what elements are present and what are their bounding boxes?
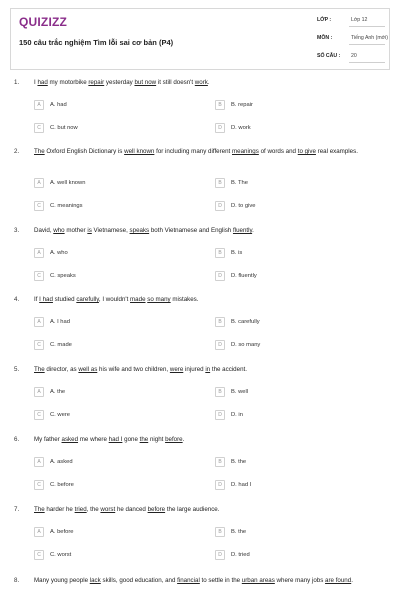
underlined-segment: well known — [124, 148, 155, 155]
underlined-segment: urban areas — [241, 577, 275, 584]
answer-option-a[interactable] — [34, 248, 204, 259]
meta-divider — [349, 62, 385, 63]
option-label: B. carefully — [231, 319, 260, 325]
question-text — [34, 296, 374, 304]
meta-divider — [349, 44, 385, 45]
text-segment: If — [34, 296, 40, 303]
option-checkbox[interactable]: A — [34, 457, 44, 467]
answer-option-b[interactable] — [215, 178, 385, 189]
question-number: 5. — [14, 366, 20, 373]
option-label: C. meanings — [50, 203, 83, 209]
text-segment: the accident. — [210, 366, 247, 373]
text-segment: me where — [78, 436, 109, 443]
answer-option-b[interactable] — [215, 100, 385, 111]
worksheet-meta — [307, 9, 391, 69]
option-checkbox[interactable]: C — [34, 123, 44, 133]
option-label: B. repair — [231, 102, 253, 108]
option-label: D. work — [231, 125, 251, 131]
option-label: A. I had — [50, 319, 70, 325]
answer-option-b[interactable] — [215, 527, 385, 538]
meta-subject-value: Tiếng Anh (mới) — [351, 35, 388, 41]
answer-option-c[interactable] — [34, 201, 204, 212]
answer-option-d[interactable] — [215, 550, 385, 561]
underlined-segment: I had — [39, 296, 53, 303]
answer-option-a[interactable] — [34, 527, 204, 538]
answer-option-a[interactable] — [34, 457, 204, 468]
question-text — [34, 366, 374, 374]
underlined-segment: The — [34, 506, 45, 513]
meta-count-value: 20 — [351, 53, 357, 59]
option-label: D. so many — [231, 342, 261, 348]
option-checkbox[interactable]: A — [34, 317, 44, 327]
underlined-segment: who — [53, 227, 65, 234]
question-text — [34, 227, 374, 235]
option-checkbox[interactable]: B — [215, 527, 225, 537]
option-checkbox[interactable]: D — [215, 480, 225, 490]
underlined-segment: had — [37, 79, 48, 86]
text-segment: gone — [122, 436, 140, 443]
option-checkbox[interactable]: C — [34, 550, 44, 560]
underlined-segment: made — [130, 296, 146, 303]
underlined-segment: The — [34, 366, 45, 373]
text-segment: . — [252, 227, 254, 234]
text-segment: Vietnamese, — [91, 227, 130, 234]
option-label: A. had — [50, 102, 67, 108]
meta-subject-label: MÔN : — [317, 35, 333, 41]
underlined-segment: asked — [61, 436, 79, 443]
underlined-segment: before — [165, 436, 183, 443]
text-segment: it still doesn't — [156, 79, 195, 86]
text-segment: director, as — [44, 366, 79, 373]
answer-option-c[interactable] — [34, 550, 204, 561]
text-segment: of words and — [258, 148, 298, 155]
question-number: 2. — [14, 148, 20, 155]
underlined-segment: well as — [78, 366, 98, 373]
underlined-segment: but now — [134, 79, 157, 86]
answer-option-c[interactable] — [34, 340, 204, 351]
question-number: 1. — [14, 79, 20, 86]
underlined-segment: so many — [147, 296, 171, 303]
question-number: 7. — [14, 506, 20, 513]
option-label: B. The — [231, 180, 248, 186]
option-checkbox[interactable]: B — [215, 100, 225, 110]
worksheet-header — [10, 8, 390, 70]
meta-divider — [349, 26, 385, 27]
answer-option-d[interactable] — [215, 123, 385, 134]
answer-option-d[interactable] — [215, 480, 385, 491]
text-segment: , the — [86, 506, 101, 513]
text-segment: mistakes. — [170, 296, 199, 303]
text-segment: my motorbike — [47, 79, 89, 86]
option-checkbox[interactable]: A — [34, 100, 44, 110]
option-label: A. who — [50, 250, 68, 256]
question-text — [34, 79, 374, 87]
option-label: B. is — [231, 250, 243, 256]
text-segment: I — [34, 79, 38, 86]
text-segment: David, — [34, 227, 54, 234]
answer-option-c[interactable] — [34, 123, 204, 134]
option-checkbox[interactable]: C — [34, 271, 44, 281]
underlined-segment: worst — [100, 506, 116, 513]
option-checkbox[interactable]: D — [215, 271, 225, 281]
answer-option-a[interactable] — [34, 178, 204, 189]
question-text — [34, 577, 374, 585]
question-number: 6. — [14, 436, 20, 443]
answer-option-b[interactable] — [215, 317, 385, 328]
option-checkbox[interactable]: B — [215, 387, 225, 397]
option-checkbox[interactable]: A — [34, 178, 44, 188]
text-segment: real examples. — [315, 148, 358, 155]
option-checkbox[interactable]: D — [215, 123, 225, 133]
option-checkbox[interactable]: D — [215, 201, 225, 211]
text-segment: the large audience. — [165, 506, 220, 513]
underlined-segment: fluently — [232, 227, 253, 234]
text-segment: to settle in the — [199, 577, 242, 584]
underlined-segment: had I — [108, 436, 123, 443]
text-segment: . — [351, 577, 353, 584]
option-checkbox[interactable]: A — [34, 527, 44, 537]
text-segment: . — [207, 79, 210, 86]
meta-class-label: LỚP : — [317, 17, 332, 23]
option-checkbox[interactable]: D — [215, 410, 225, 420]
answer-option-d[interactable] — [215, 201, 385, 212]
option-label: D. tried — [231, 552, 250, 558]
text-segment: . — [182, 436, 185, 443]
option-checkbox[interactable]: D — [215, 550, 225, 560]
text-segment: injured — [183, 366, 206, 373]
text-segment: he danced — [115, 506, 148, 513]
option-label: A. asked — [50, 459, 73, 465]
underlined-segment: lack — [89, 577, 101, 584]
text-segment: mother — [64, 227, 88, 234]
answer-option-b[interactable] — [215, 387, 385, 398]
option-label: B. the — [231, 459, 247, 465]
underlined-segment: the — [139, 436, 149, 443]
answer-option-a[interactable] — [34, 387, 204, 398]
answer-option-a[interactable] — [34, 100, 204, 111]
option-checkbox[interactable]: C — [34, 480, 44, 490]
answer-option-d[interactable] — [215, 410, 385, 421]
option-label: C. speaks — [50, 273, 76, 279]
question-text — [34, 506, 374, 514]
option-label: A. well known — [50, 180, 86, 186]
option-checkbox[interactable]: B — [215, 317, 225, 327]
option-label: D. in — [231, 412, 243, 418]
text-segment: Oxford English Dictionary is — [44, 148, 125, 155]
underlined-segment: are found — [325, 577, 352, 584]
underlined-segment: is — [87, 227, 92, 234]
answer-option-c[interactable] — [34, 271, 204, 282]
option-label: D. to give — [231, 203, 256, 209]
text-segment: , I wouldn't — [98, 296, 131, 303]
underlined-segment: meanings — [232, 148, 259, 155]
underlined-segment: carefully — [76, 296, 99, 303]
text-segment: studied — [52, 296, 77, 303]
option-label: D. fluently — [231, 273, 257, 279]
underlined-segment: work — [194, 79, 208, 86]
meta-count-label: SỐ CÂU : — [317, 53, 341, 59]
meta-class — [307, 11, 391, 29]
text-segment: both Vietnamese and English — [149, 227, 233, 234]
underlined-segment: to give — [297, 148, 316, 155]
underlined-segment: repair — [88, 79, 105, 86]
option-label: A. the — [50, 389, 66, 395]
option-checkbox[interactable]: D — [215, 340, 225, 350]
option-label: C. but now — [50, 125, 78, 131]
text-segment: harder he — [44, 506, 75, 513]
text-segment: night — [148, 436, 166, 443]
question-number: 8. — [14, 577, 20, 584]
text-segment: where many jobs — [274, 577, 326, 584]
underlined-segment: in — [205, 366, 211, 373]
answer-option-b[interactable] — [215, 457, 385, 468]
underlined-segment: before — [147, 506, 166, 513]
underlined-segment: speaks — [129, 227, 150, 234]
answer-option-d[interactable] — [215, 340, 385, 351]
answer-option-c[interactable] — [34, 410, 204, 421]
option-checkbox[interactable]: C — [34, 340, 44, 350]
option-checkbox[interactable]: B — [215, 248, 225, 258]
option-label: C. were — [50, 412, 70, 418]
option-label: C. made — [50, 342, 72, 348]
worksheet-title: 150 câu trắc nghiệm Tìm lỗi sai cơ bản (P4) — [19, 38, 174, 47]
text-segment: skills, good education, and — [100, 577, 178, 584]
option-checkbox[interactable]: C — [34, 410, 44, 420]
answer-option-c[interactable] — [34, 480, 204, 491]
meta-subject — [307, 29, 391, 47]
text-segment: Many young people — [34, 577, 90, 584]
option-checkbox[interactable]: B — [215, 457, 225, 467]
option-checkbox[interactable]: C — [34, 201, 44, 211]
option-label: D. had I — [231, 482, 252, 488]
meta-count — [307, 47, 391, 65]
option-label: A. before — [50, 529, 74, 535]
option-label: B. well — [231, 389, 249, 395]
underlined-segment: tried — [74, 506, 87, 513]
option-label: B. the — [231, 529, 247, 535]
underlined-segment: were — [169, 366, 184, 373]
answer-option-a[interactable] — [34, 317, 204, 328]
underlined-segment: The — [34, 148, 45, 155]
meta-class-value: Lớp 12 — [351, 17, 368, 23]
question-number: 4. — [14, 296, 20, 303]
text-segment: for including many different — [154, 148, 232, 155]
option-label: C. before — [50, 482, 74, 488]
option-checkbox[interactable]: B — [215, 178, 225, 188]
text-segment: My father — [34, 436, 62, 443]
option-checkbox[interactable]: A — [34, 387, 44, 397]
question-number: 3. — [14, 227, 20, 234]
question-text — [34, 436, 374, 444]
quizizz-logo: QUIZIZZ — [19, 15, 68, 29]
text-segment: his wife and two children, — [97, 366, 170, 373]
underlined-segment: financial — [177, 577, 200, 584]
answer-option-b[interactable] — [215, 248, 385, 259]
text-segment: yesterday — [104, 79, 135, 86]
option-checkbox[interactable]: A — [34, 248, 44, 258]
option-label: C. worst — [50, 552, 72, 558]
answer-option-d[interactable] — [215, 271, 385, 282]
question-text — [34, 148, 374, 156]
